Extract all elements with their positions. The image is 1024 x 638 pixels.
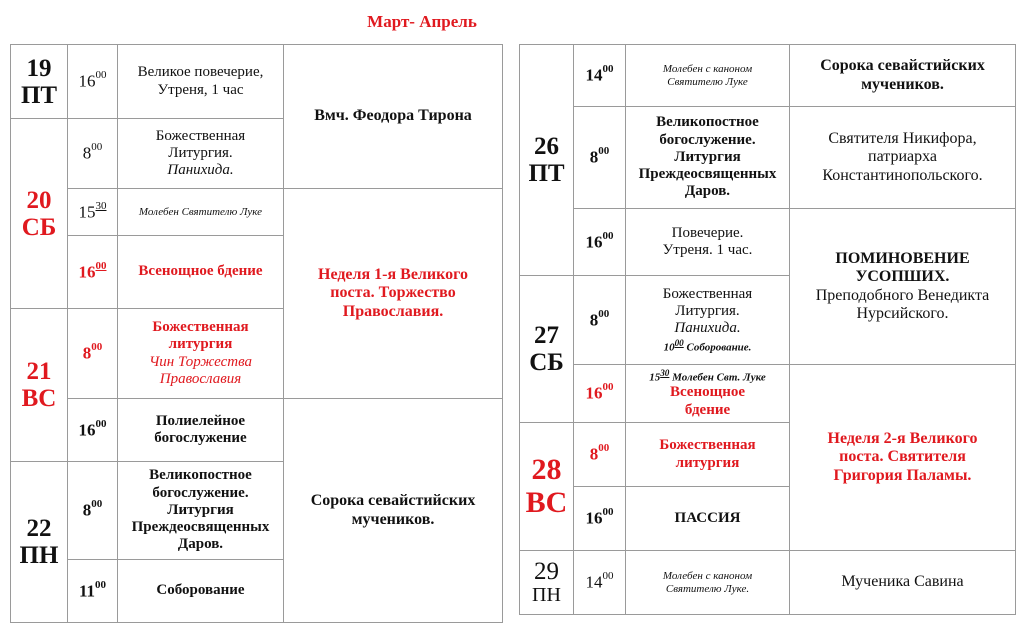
time-cell: $16^{00}$: [574, 487, 626, 551]
service-cell: Молебен с каноном Святителю Луке: [626, 45, 790, 107]
service-cell: Полиелейное богослужение: [118, 399, 284, 462]
service-cell: Великопостное богослужение. Литургия Преждеосвященных Даров.: [118, 462, 284, 560]
service-cell: Повечерие. Утреня. 1 час.: [626, 209, 790, 276]
table-row: [520, 551, 1016, 615]
table-row: [520, 107, 1016, 209]
time-cell: $8^{00}$: [68, 309, 118, 399]
date-cell: 29 ПН: [520, 551, 574, 615]
service-cell: Великое повечерие, Утреня, 1 час: [118, 45, 284, 119]
feast-cell: Святителя Никифора, патриарха Константинопольского.: [790, 107, 1016, 209]
time-cell: $8^{00}$: [574, 423, 626, 487]
service-cell: ПАССИЯ: [626, 487, 790, 551]
time-cell: $15^{30}$: [68, 189, 118, 236]
time-cell: $8^{00}$: [574, 107, 626, 209]
feast-cell: Неделя 2-я Великого поста. Святителя Григория Паламы.: [790, 365, 1016, 551]
service-cell: Всенощное бдение: [118, 236, 284, 309]
date-cell: 27 СБ: [520, 276, 574, 423]
service-cell: Божественная литургия: [626, 423, 790, 487]
service-cell: $15^{30}$ Молебен Свт. Луке Всенощное бдение: [626, 365, 790, 423]
service-cell: Божественная Литургия. Панихида.: [118, 119, 284, 189]
time-cell: $8^{00}$: [68, 462, 118, 560]
time-cell: $16^{00}$: [68, 45, 118, 119]
schedule-table-right: [519, 44, 1016, 615]
time-cell: $8^{00}$: [68, 119, 118, 189]
table-row: [11, 399, 503, 462]
page-title: Март- Апрель: [367, 12, 477, 31]
date-cell: 21 ВС: [11, 309, 68, 462]
service-cell: Божественная литургия Чин Торжества Православия: [118, 309, 284, 399]
feast-cell: Сорока севайстийских мучеников.: [790, 45, 1016, 107]
table-row: [11, 45, 503, 119]
date-cell: 26 ПТ: [520, 45, 574, 276]
service-cell: Великопостное богослужение. Литургия Преждеосвященных Даров.: [626, 107, 790, 209]
table-row: [520, 45, 1016, 107]
table-row: [520, 209, 1016, 276]
time-cell: $14^{00}$: [574, 45, 626, 107]
time-cell: $16^{00}$: [68, 399, 118, 462]
feast-cell: Неделя 1-я Великого поста. Торжество Православия.: [284, 189, 503, 399]
table-row: [520, 365, 1016, 423]
schedule-table-left: [10, 44, 503, 623]
feast-cell: Сорока севайстийских мучеников.: [284, 399, 503, 623]
service-cell: Соборование: [118, 560, 284, 623]
date-cell: 28 ВС: [520, 423, 574, 551]
time-cell: $14^{00}$: [574, 551, 626, 615]
time-cell: $16^{00}$: [68, 236, 118, 309]
date-cell: 20 СБ: [11, 119, 68, 309]
service-cell: Молебен Святителю Луке: [118, 189, 284, 236]
feast-cell: Мученика Савина: [790, 551, 1016, 615]
feast-cell: ПОМИНОВЕНИЕ УСОПШИХ. Преподобного Венедикта Нурсийского.: [790, 209, 1016, 365]
date-cell: 19 ПТ: [11, 45, 68, 119]
time-cell: $8^{00}$: [574, 276, 626, 365]
feast-cell: Вмч. Феодора Тирона: [284, 45, 503, 189]
time-cell: $16^{00}$: [574, 209, 626, 276]
time-cell: $11^{00}$: [68, 560, 118, 623]
date-cell: 22 ПН: [11, 462, 68, 623]
time-cell: $16^{00}$: [574, 365, 626, 423]
table-row: [11, 189, 503, 236]
service-cell: Божественная Литургия. Панихида. $10^{00}$ Соборование.: [626, 276, 790, 365]
service-cell: Молебен с каноном Святителю Луке.: [626, 551, 790, 615]
